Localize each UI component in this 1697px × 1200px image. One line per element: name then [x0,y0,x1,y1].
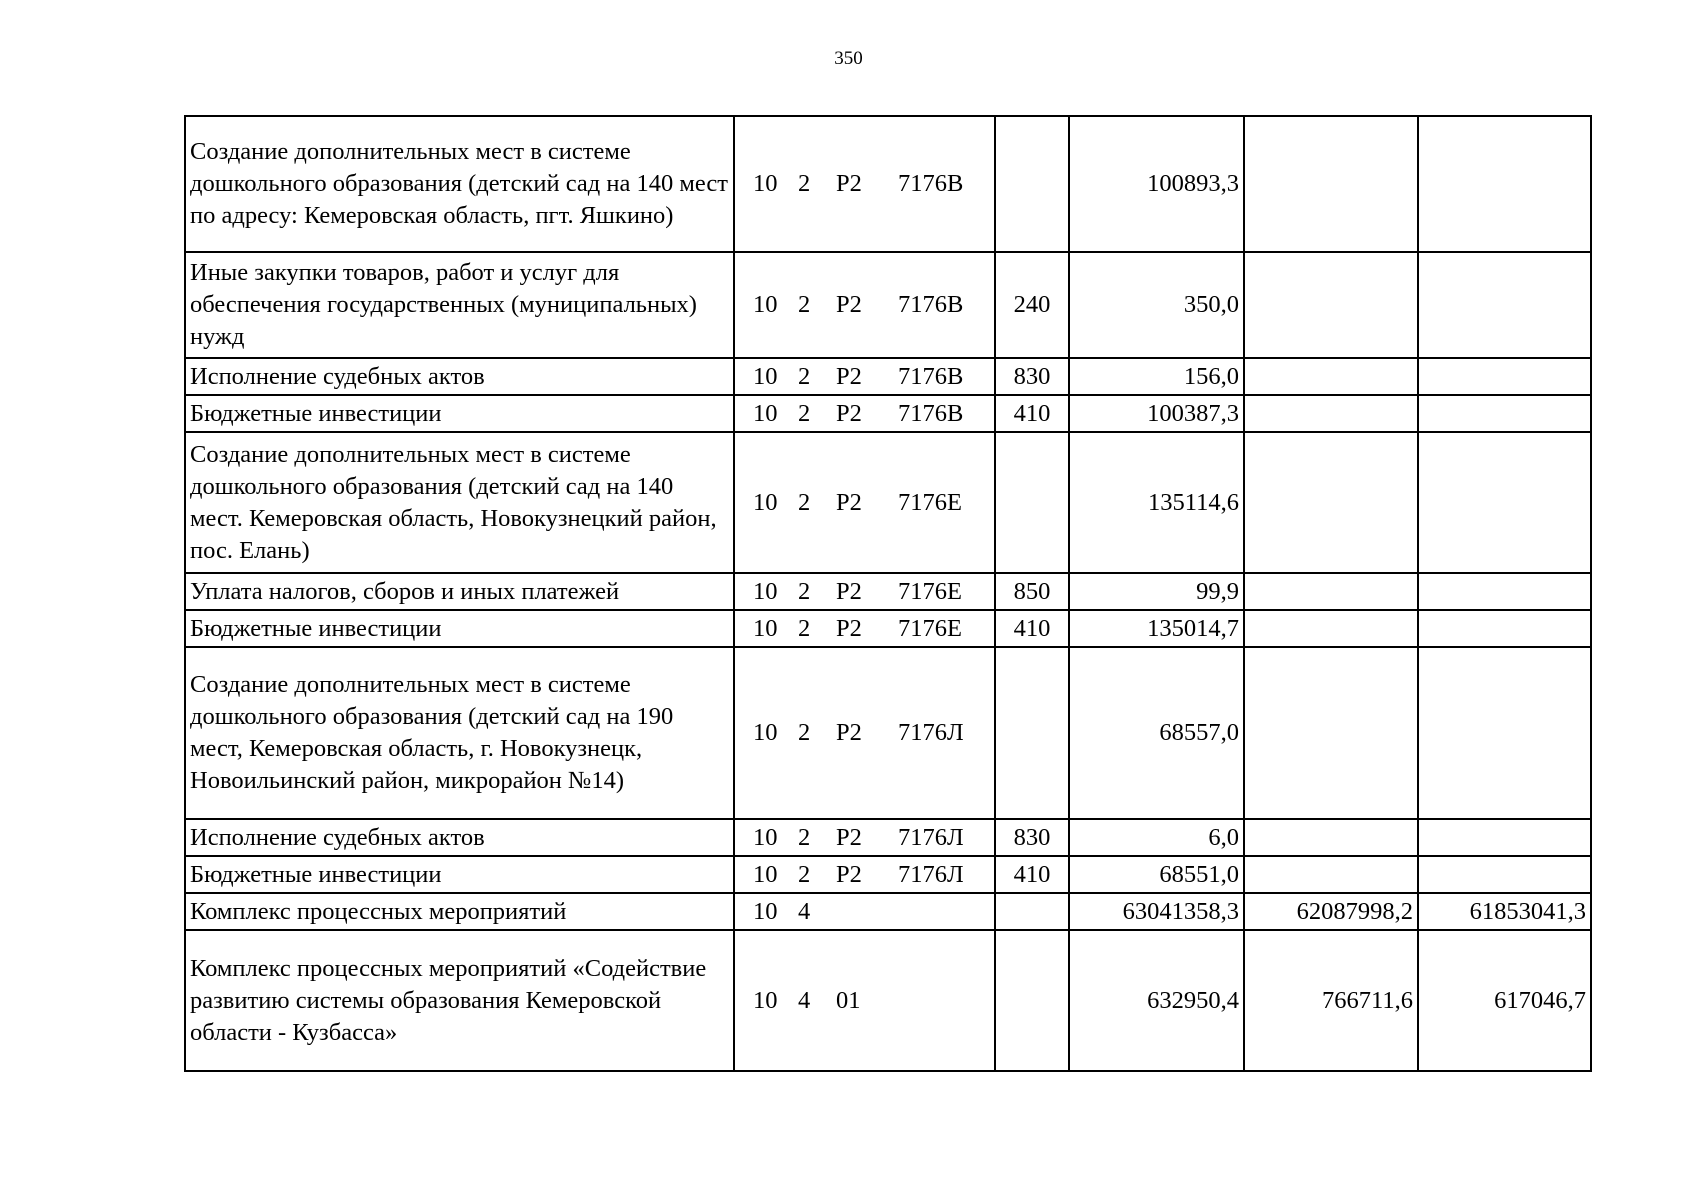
expense-type-code: 830 [995,819,1069,856]
section-code: 10 [753,614,778,642]
table-row [185,610,1591,647]
table-row [185,358,1591,395]
classification-codes [734,856,995,893]
subsection-code: 2 [798,860,811,888]
table-row [185,893,1591,930]
row-name: Бюджетные инвестиции [185,395,734,432]
amount-year-3 [1418,395,1591,432]
section-code: 10 [753,860,778,888]
expense-type-code: 410 [995,610,1069,647]
amount-year-2: 766711,6 [1244,930,1418,1071]
amount-year-2 [1244,819,1418,856]
classification-codes [734,395,995,432]
amount-year-2 [1244,116,1418,252]
expense-type-code [995,647,1069,819]
section-code: 10 [753,719,778,746]
amount-year-1: 350,0 [1069,252,1244,358]
classification-codes [734,116,995,252]
amount-year-2: 62087998,2 [1244,893,1418,930]
amount-year-2 [1244,610,1418,647]
section-code: 10 [753,986,778,1014]
amount-year-1: 68551,0 [1069,856,1244,893]
direction-code: 7176Л [898,860,964,888]
subsection-code: 2 [798,719,811,746]
row-name: Исполнение судебных актов [185,358,734,395]
subsection-code: 2 [798,291,811,318]
amount-year-2 [1244,395,1418,432]
program-code: P2 [836,170,862,197]
section-code: 10 [753,170,778,197]
amount-year-2 [1244,647,1418,819]
amount-year-1: 100893,3 [1069,116,1244,252]
amount-year-3 [1418,819,1591,856]
expense-type-code [995,116,1069,252]
subsection-code: 2 [798,577,811,605]
program-code: P2 [836,399,862,427]
row-name: Создание дополнительных мест в системе дошкольного образования (детский сад на 190 мест, Кемеровская область, г. Новокузнецк, Новоильинский район, микрорайон №14) [185,647,734,819]
program-code: P2 [836,823,862,851]
table-row [185,432,1591,573]
subsection-code: 4 [798,897,811,925]
budget-table-body [185,116,1591,1071]
table-row [185,856,1591,893]
expense-type-code: 410 [995,856,1069,893]
amount-year-3 [1418,610,1591,647]
amount-year-3 [1418,252,1591,358]
amount-year-3 [1418,647,1591,819]
subsection-code: 2 [798,399,811,427]
row-name: Уплата налогов, сборов и иных платежей [185,573,734,610]
classification-codes [734,573,995,610]
program-code: 01 [836,986,861,1014]
amount-year-2 [1244,252,1418,358]
table-row [185,116,1591,252]
expense-type-code: 850 [995,573,1069,610]
amount-year-2 [1244,358,1418,395]
amount-year-1: 100387,3 [1069,395,1244,432]
amount-year-2 [1244,573,1418,610]
direction-code: 7176B [898,291,964,318]
classification-codes [734,358,995,395]
amount-year-1: 6,0 [1069,819,1244,856]
direction-code: 7176Л [898,823,964,851]
amount-year-3 [1418,358,1591,395]
subsection-code: 2 [798,614,811,642]
amount-year-2 [1244,432,1418,573]
direction-code: 7176E [898,488,962,516]
amount-year-1: 63041358,3 [1069,893,1244,930]
classification-codes [734,647,995,819]
subsection-code: 2 [798,362,811,390]
subsection-code: 4 [798,986,811,1014]
amount-year-1: 156,0 [1069,358,1244,395]
section-code: 10 [753,362,778,390]
table-row [185,573,1591,610]
amount-year-3: 61853041,3 [1418,893,1591,930]
table-row [185,252,1591,358]
amount-year-1: 632950,4 [1069,930,1244,1071]
budget-table [184,115,1592,1072]
program-code: P2 [836,362,862,390]
direction-code: 7176E [898,577,962,605]
section-code: 10 [753,823,778,851]
expense-type-code: 830 [995,358,1069,395]
classification-codes [734,930,995,1071]
row-name: Иные закупки товаров, работ и услуг для обеспечения государственных (муниципальных) нужд [185,252,734,358]
expense-type-code [995,930,1069,1071]
amount-year-3 [1418,573,1591,610]
direction-code: 7176E [898,614,962,642]
amount-year-1: 68557,0 [1069,647,1244,819]
classification-codes [734,252,995,358]
row-name: Создание дополнительных мест в системе дошкольного образования (детский сад на 140 мест по адресу: Кемеровская область, пгт. Яшкино) [185,116,734,252]
amount-year-1: 135114,6 [1069,432,1244,573]
expense-type-code: 410 [995,395,1069,432]
program-code: P2 [836,719,862,746]
direction-code: 7176B [898,170,964,197]
direction-code: 7176B [898,399,964,427]
table-row [185,930,1591,1071]
classification-codes [734,893,995,930]
program-code: P2 [836,291,862,318]
program-code: P2 [836,577,862,605]
subsection-code: 2 [798,488,811,516]
expense-type-code [995,893,1069,930]
row-name: Бюджетные инвестиции [185,610,734,647]
subsection-code: 2 [798,823,811,851]
amount-year-2 [1244,856,1418,893]
table-row [185,819,1591,856]
row-name: Исполнение судебных актов [185,819,734,856]
row-name: Комплекс процессных мероприятий [185,893,734,930]
section-code: 10 [753,488,778,516]
program-code: P2 [836,488,862,516]
direction-code: 7176B [898,362,964,390]
amount-year-3 [1418,116,1591,252]
section-code: 10 [753,577,778,605]
table-row [185,395,1591,432]
amount-year-3: 617046,7 [1418,930,1591,1071]
page-number: 350 [834,48,863,69]
table-row [185,647,1591,819]
subsection-code: 2 [798,170,811,197]
classification-codes [734,432,995,573]
amount-year-1: 99,9 [1069,573,1244,610]
classification-codes [734,819,995,856]
program-code: P2 [836,614,862,642]
row-name: Комплекс процессных мероприятий «Содействие развитию системы образования Кемеровской области - Кузбасса» [185,930,734,1071]
section-code: 10 [753,291,778,318]
amount-year-1: 135014,7 [1069,610,1244,647]
section-code: 10 [753,897,778,925]
program-code: P2 [836,860,862,888]
amount-year-3 [1418,856,1591,893]
expense-type-code [995,432,1069,573]
row-name: Создание дополнительных мест в системе дошкольного образования (детский сад на 140 мест. Кемеровская область, Новокузнецкий район, пос. Елань) [185,432,734,573]
section-code: 10 [753,399,778,427]
classification-codes [734,610,995,647]
amount-year-3 [1418,432,1591,573]
expense-type-code: 240 [995,252,1069,358]
row-name: Бюджетные инвестиции [185,856,734,893]
direction-code: 7176Л [898,719,964,746]
